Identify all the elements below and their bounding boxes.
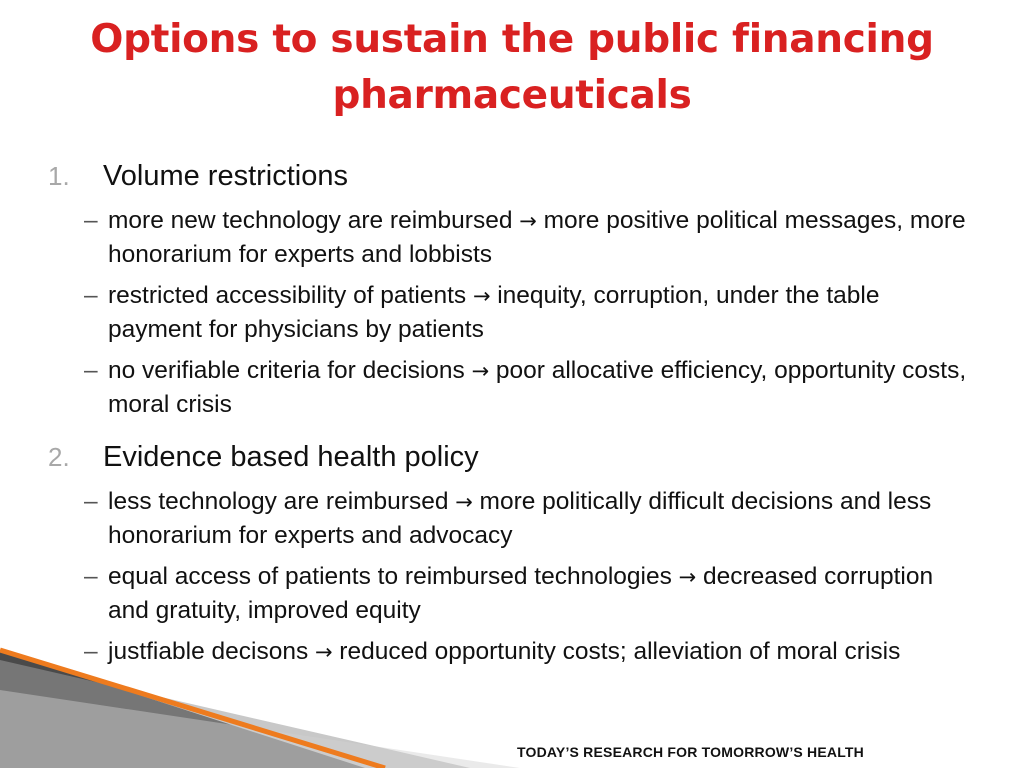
option-number: 2. [48, 442, 70, 472]
arrow-icon: → [472, 284, 498, 308]
footer-tagline: TODAY’S RESEARCH FOR TOMORROW’S HEALTH [517, 744, 864, 760]
dash-marker: – [84, 282, 98, 309]
option-heading [48, 437, 978, 477]
sub-bullet [48, 279, 978, 346]
arrow-icon: → [471, 359, 496, 383]
dash-marker: – [84, 638, 98, 665]
bullet-effect: poor allocative efficiency, opportunity costs, moral crisis [108, 357, 967, 418]
bullet-effect: decreased corruption and gratuity, improved equity [108, 563, 934, 624]
arrow-icon: → [519, 209, 544, 233]
arrow-icon: → [455, 490, 480, 514]
dash-marker: – [84, 563, 98, 590]
arrow-icon: → [678, 565, 703, 589]
arrow-icon: → [315, 640, 340, 664]
bullet-cause: no verifiable criteria for decisions [108, 357, 465, 384]
option-title: Evidence based health policy [103, 441, 479, 473]
bullet-cause: less technology are reimbursed [108, 488, 449, 515]
option-number: 1. [48, 161, 70, 191]
sub-bullet [48, 635, 978, 669]
bullet-effect: more politically difficult decisions and less honorarium for experts and advocacy [108, 488, 932, 549]
bullet-effect: more positive political messages, more honorarium for experts and lobbists [108, 207, 966, 268]
slide-title: Options to sustain the public financing pharmaceuticals [90, 17, 934, 118]
option-title: Volume restrictions [103, 160, 348, 192]
bullet-effect: reduced opportunity costs; alleviation of moral crisis [339, 638, 901, 665]
bullet-effect: inequity, corruption, under the table payment for physicians by patients [108, 282, 880, 343]
option-volume-restrictions [48, 156, 978, 421]
sub-bullet [48, 354, 978, 421]
option-evidence-based-policy [48, 437, 978, 669]
dash-marker: – [84, 357, 98, 384]
bullet-cause: justfiable decisons [108, 638, 309, 665]
options-list [48, 156, 978, 669]
sub-bullet [48, 560, 978, 627]
dash-marker: – [84, 207, 98, 234]
sub-bullet [48, 204, 978, 271]
bullet-cause: restricted accessibility of patients [108, 282, 467, 309]
option-heading [48, 156, 978, 196]
sub-bullet [48, 485, 978, 552]
bullet-cause: equal access of patients to reimbursed technologies [108, 563, 672, 590]
bullet-cause: more new technology are reimbursed [108, 207, 513, 234]
dash-marker: – [84, 488, 98, 515]
